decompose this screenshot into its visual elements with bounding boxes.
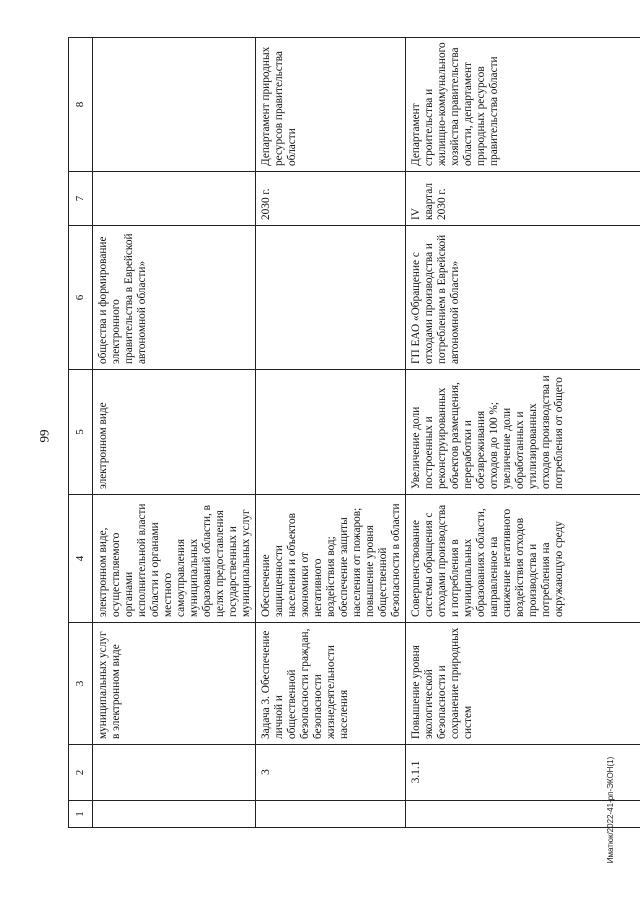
cell-task: муниципальных услуг в электронном виде [93,623,256,745]
table-row [93,38,256,828]
cell-program [256,226,406,370]
header-cell: 8 [69,38,93,172]
cell-code: 3.1.1 [406,745,640,801]
table-rotated-container [68,38,599,828]
cell-task: Задача 3. Обеспечение личной и общественной безопасности граждан, безопасности жизнедеятельности населения [256,623,406,745]
header-cell: 1 [69,801,93,828]
cell-measure: электронном виде, осуществляемого органами исполнительной власти области и органами местного самоуправления муниципальных образований области, в целях предоставления государственных и муниципальных услуг [93,495,256,623]
cell-program: ГП ЕАО «Обращение с отходами производства и потреблением в Еврейской автономной области» [406,226,640,370]
header-cell: 5 [69,370,93,495]
page-number: 99 [36,429,52,443]
cell-result: электронном виде [93,370,256,495]
cell-deadline: IV квартал 2030 г. [406,172,640,226]
cell-responsible: Департамент природных ресурсов правительства области [256,38,406,172]
cell-responsible: Департамент строительства и жилищно-коммунального хозяйства правительства области, департамент природных ресурсов правительства области [406,38,640,172]
plan-table [68,37,640,828]
cell-code [93,745,256,801]
cell-code: 3 [256,745,406,801]
cell-measure: Совершенствование системы обращения с отходами производства и потребления в муниципальных образованиях области, направленное на снижение негативного воздействия отходов производства и потребления на окружающую среду [406,495,640,623]
cell-number [406,801,640,828]
header-cell: 3 [69,623,93,745]
table-row [256,38,406,828]
table-header-row [69,38,93,828]
cell-program: общества и формирование электронного правительства в Еврейской автономной области» [93,226,256,370]
cell-result: Увеличение доли построенных и реконструированных объектов размещения, переработки и обезвреживания отходов до 100 %; увеличение доли обработанных и утилизированных отходов производства и потребления от общего [406,370,640,495]
cell-responsible [93,38,256,172]
cell-measure: Обеспечение защищенности населения и объектов экономики от негативного воздействия вод; обеспечение защиты населения от пожаров; повышение уровня общественной безопасности в области [256,495,406,623]
cell-deadline: 2030 г. [256,172,406,226]
header-cell: 6 [69,226,93,370]
cell-number [256,801,406,828]
header-cell: 7 [69,172,93,226]
header-cell: 4 [69,495,93,623]
cell-result [256,370,406,495]
table-row [406,38,640,828]
header-cell: 2 [69,745,93,801]
document-code: Иматюк/2022-41-рп-ЭКОН(1) [606,756,615,864]
cell-number [93,801,256,828]
cell-task: Повышение уровня экологической безопасности и сохранение природных систем [406,623,640,745]
cell-deadline [93,172,256,226]
